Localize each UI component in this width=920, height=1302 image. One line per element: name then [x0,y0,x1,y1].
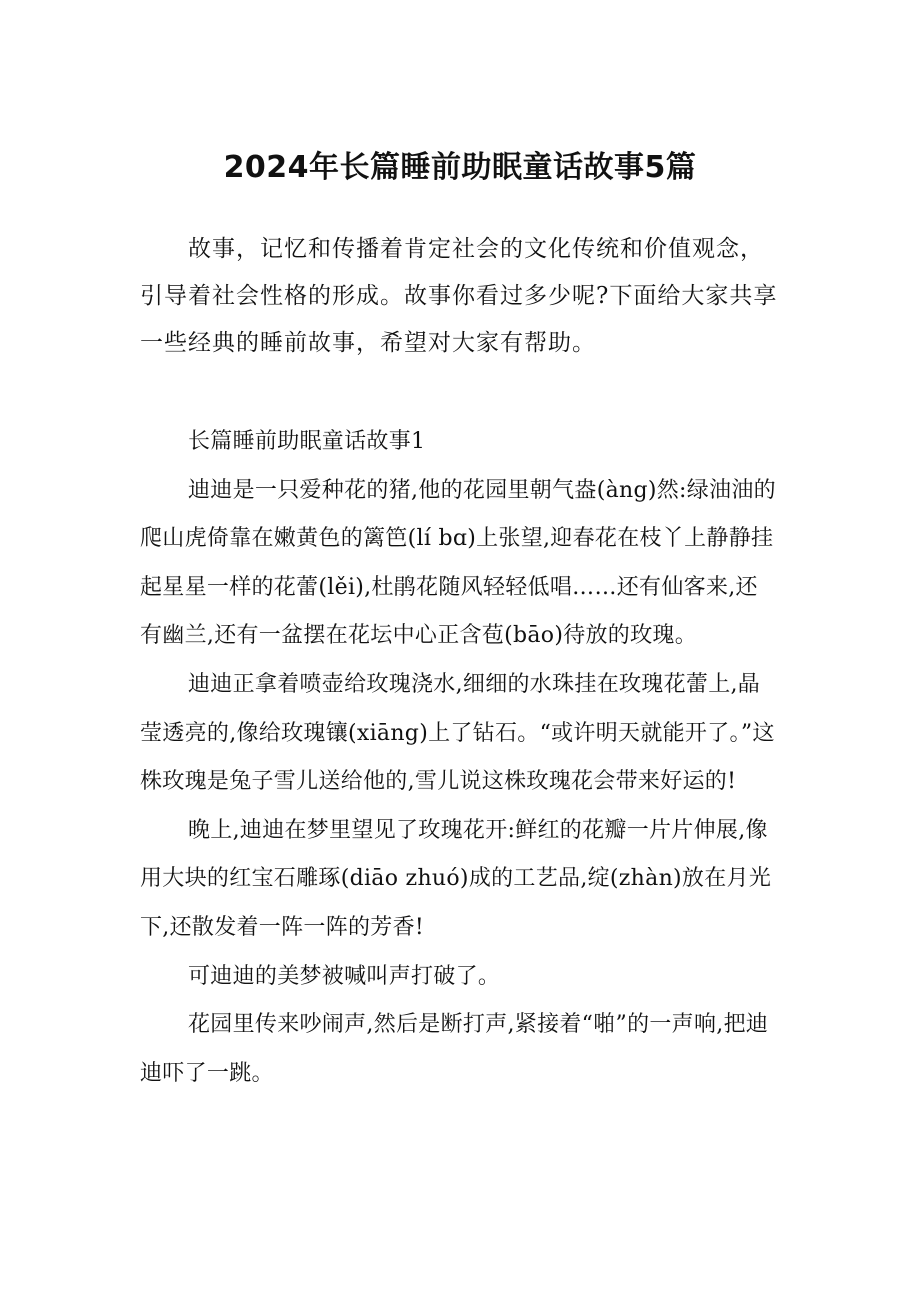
intro-paragraph: 故事，记忆和传播着肯定社会的文化传统和价值观念，引导着社会性格的形成。故事你看过多少呢?下面给大家共享一些经典的睡前故事，希望对大家有帮助。 [140,236,778,356]
document-title: 2024年长篇睡前助眠童话故事5篇 [223,150,697,185]
section-heading: 长篇睡前助眠童话故事1 [188,429,426,454]
story-body [140,418,780,1098]
story-paragraph-4: 可迪迪的美梦被喊叫声打破了。 [188,963,501,989]
story-paragraph-1: 迪迪是一只爱种花的猪,他的花园里朝气盎(àng)然:绿油油的爬山虎倚靠在嫩黄色的篱笆(lí bɑ)上张望,迎春花在枝丫上静静挂起星星一样的花蕾(lěi),杜鹃花随风轻轻低唱……还有仙客来,还有幽兰,还有一盆摆在花坛中心正含苞(bāo)待放的玫瑰。 [140,477,776,649]
story-paragraph-3: 晚上,迪迪在梦里望见了玫瑰花开:鲜红的花瓣一片片伸展,像用大块的红宝石雕琢(diāo zhuó)成的工艺品,绽(zhàn)放在月光下,还散发着一阵一阵的芳香! [140,817,772,940]
story-paragraph-2: 迪迪正拿着喷壶给玫瑰浇水,细细的水珠挂在玫瑰花蕾上,晶莹透亮的,像给玫瑰镶(xiāng)上了钻石。“或许明天就能开了。”这株玫瑰是兔子雪儿送给他的,雪儿说这株玫瑰花会带来好运的! [140,671,775,795]
story-paragraph-5: 花园里传来吵闹声,然后是断打声,紧接着“啪”的一声响,把迪迪吓了一跳。 [140,1012,769,1086]
